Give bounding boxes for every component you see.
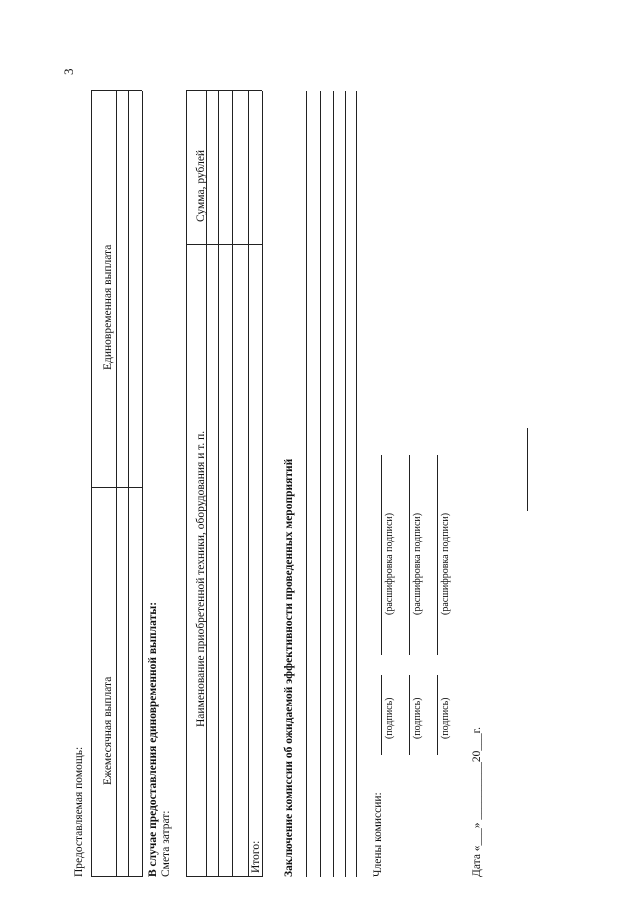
decode-label: (расшифровка подписи) [440, 512, 451, 615]
members-label: Члены комиссии: [372, 792, 384, 877]
cost-estimate-label: Смета затрат: [160, 810, 172, 877]
signature-label: (подпись) [412, 697, 423, 739]
page-number: 3 [61, 68, 76, 75]
onetime-heading: В случае предоставления единовременной выплаты: [147, 601, 159, 877]
signature-label: (подпись) [440, 697, 451, 739]
assistance-title: Предоставляемая помощь: [73, 746, 85, 877]
conclusion-heading: Заключение комиссии об ожидаемой эффективности проведенных мероприятий [283, 458, 295, 877]
cost-col-sum: Сумма, рублей [195, 149, 207, 222]
cost-col-name: Наименование приобретенной техники, оборудования и т. п. [195, 430, 207, 727]
decode-label: (расшифровка подписи) [412, 512, 423, 615]
stamp-line [527, 428, 528, 511]
total-label: Итого: [250, 840, 262, 873]
assistance-col-onetime: Единовременная выплата [102, 244, 114, 370]
date-line: Дата «___» __________20___г. [471, 727, 483, 877]
signature-label: (подпись) [384, 697, 395, 739]
decode-label: (расшифровка подписи) [384, 512, 395, 615]
assistance-col-monthly: Ежемесячная выплата [102, 676, 114, 785]
